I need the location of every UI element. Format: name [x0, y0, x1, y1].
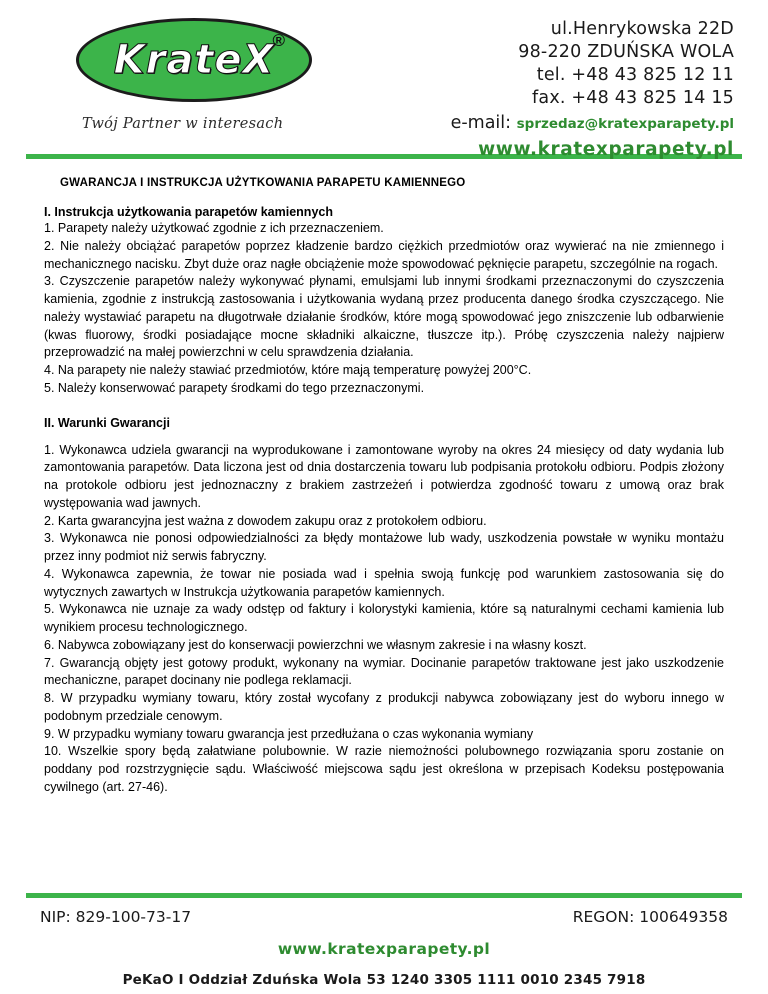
- email-address[interactable]: sprzedaz@kratexparapety.pl: [516, 116, 734, 133]
- nip-number: NIP: 829-100-73-17: [40, 908, 192, 926]
- section-1-item: 3. Czyszczenie parapetów należy wykonywać płynami, emulsjami lub innymi środkami przeznaczonymi do czyszczenia kamienia, zgodnie z instrukcją zastosowania i użytkowania wydaną przez producenta danego środka czyszczącego. Nie należy wystawiać parapetu na długotrwałe działanie środków, które mogą spowodować jego zniszczenie lub odbarwienie (kwas fluorowy, środki posiadające mocne składniki alkaiczne, tłuszcze itp.). Próbę czyszczenia należy najpierw przeprowadzić na małej powierzchni w celu sprawdzenia działania.: [44, 274, 724, 360]
- section-2-item: 3. Wykonawca nie ponosi odpowiedzialności za błędy montażowe lub wady, uszkodzenia powstałe w wyniku montażu przez inny podmiot niż serwis fabryczny.: [44, 531, 724, 563]
- logo-ellipse-shape: [76, 18, 312, 102]
- document-body: [0, 159, 768, 797]
- section-2-item: 10. Wszelkie spory będą załatwiane polubownie. W razie niemożności polubownego rozwiązania sporu zostanie on poddany pod rozstrzygnięcie sądu. Właściwość miejscowa sądu jest określona w przepisach Kodeksu postępowania cywilnego (art. 27-46).: [44, 744, 724, 794]
- section-1-item: 5. Należy konserwować parapety środkami do tego przeznaczonymi.: [44, 380, 425, 395]
- section-2-item: 5. Wykonawca nie uznaje za wady odstęp od faktury i kolorystyki kamienia, które są naturalnymi cechami kamienia lub wynikiem procesu technologicznego.: [44, 602, 724, 634]
- section-1-heading: I. Instrukcja użytkowania parapetów kamiennych: [44, 205, 333, 219]
- address-line-1: ul.Henrykowska 22D: [550, 19, 734, 39]
- section-2-item: 4. Wykonawca zapewnia, że towar nie posiada wad i spełnia swoją funkcję pod warunkiem zastosowania się do wytycznych zawartych w Instrukcja użytkowania parapetów kamiennych.: [44, 566, 724, 599]
- section-1-item: 1. Parapety należy użytkować zgodnie z ich przeznaczeniem.: [44, 221, 384, 235]
- letterhead-header: [0, 0, 768, 160]
- section-2-item: 8. W przypadku wymiany towaru, który został wycofany z produkcji nabywca zobowiązany jest do wyboru innego w podobnym przedziale cenowym.: [44, 691, 724, 723]
- letterhead-footer: [0, 893, 768, 994]
- phone-number: tel. +48 43 825 12 11: [536, 65, 734, 86]
- fax-number: fax. +48 43 825 14 15: [532, 88, 734, 109]
- email-row: [342, 111, 734, 136]
- page-title: GWARANCJA I INSTRUKCJA UŻYTKOWANIA PARAPETU KAMIENNEGO: [60, 177, 466, 189]
- logo-wordmark: KrateX: [113, 37, 275, 83]
- section-2-item: 1. Wykonawca udziela gwarancji na wyprodukowane i zamontowane wyroby na okres 24 miesięcy od daty wydania lub zamontowania parapetów. Data liczona jest od dnia dostarczenia towaru lub podpisania protokołu odbioru. Podpis złożony na protokole odbioru jest jednoznaczny z brakiem zastrzeżeń i potwierdza zgodność towaru z umową oraz brak występowania wad jawnych.: [44, 442, 724, 510]
- section-2-item: 6. Nabywca zobowiązany jest do konserwacji powierzchni we własnym zakresie i na własny koszt.: [44, 637, 587, 652]
- footer-divider: [26, 893, 742, 898]
- section-1-item: 2. Nie należy obciążać parapetów poprzez kładzenie bardzo ciężkich przedmiotów oraz wywierać na nie zmiennego i mechanicznego nacisku. Zbyt duże oraz nagłe obciążenie może spowodować pęknięcie parapetu, szczególnie na rogach.: [44, 238, 724, 271]
- section-2-item: 9. W przypadku wymiany towaru gwarancja jest przedłużana o czas wykonania wymiany: [44, 726, 534, 741]
- company-slogan: Twój Partner w interesach: [82, 116, 284, 132]
- contact-details: [342, 18, 740, 160]
- email-label: e-mail:: [450, 113, 512, 134]
- address-line-2: 98-220 ZDUŃSKA WOLA: [518, 42, 734, 63]
- regon-number: REGON: 100649358: [572, 908, 728, 926]
- section-2-item: 2. Karta gwarancyjna jest ważna z dowodem zakupu oraz z protokołem odbioru.: [44, 513, 487, 528]
- header-website[interactable]: www.kratexparapety.pl: [478, 138, 734, 160]
- section-2-item: 7. Gwarancją objęty jest gotowy produkt, wykonany na wymiar. Docinanie parapetów traktowane jest jako uszkodzenie mechaniczne, parapet docinany nie podlega reklamacji.: [44, 655, 724, 688]
- footer-website[interactable]: www.kratexparapety.pl: [277, 940, 491, 958]
- registered-trademark-icon: ®: [272, 31, 285, 50]
- section-1-item: 4. Na parapety nie należy stawiać przedmiotów, które mają temperaturę powyżej 200°C.: [44, 363, 532, 377]
- footer-identifiers: [26, 908, 742, 926]
- section-2-heading: II. Warunki Gwarancji: [44, 415, 170, 430]
- bank-account: PeKaO I Oddział Zduńska Wola 53 1240 3305 1111 0010 2345 7918: [122, 972, 646, 988]
- company-logo: [28, 18, 342, 132]
